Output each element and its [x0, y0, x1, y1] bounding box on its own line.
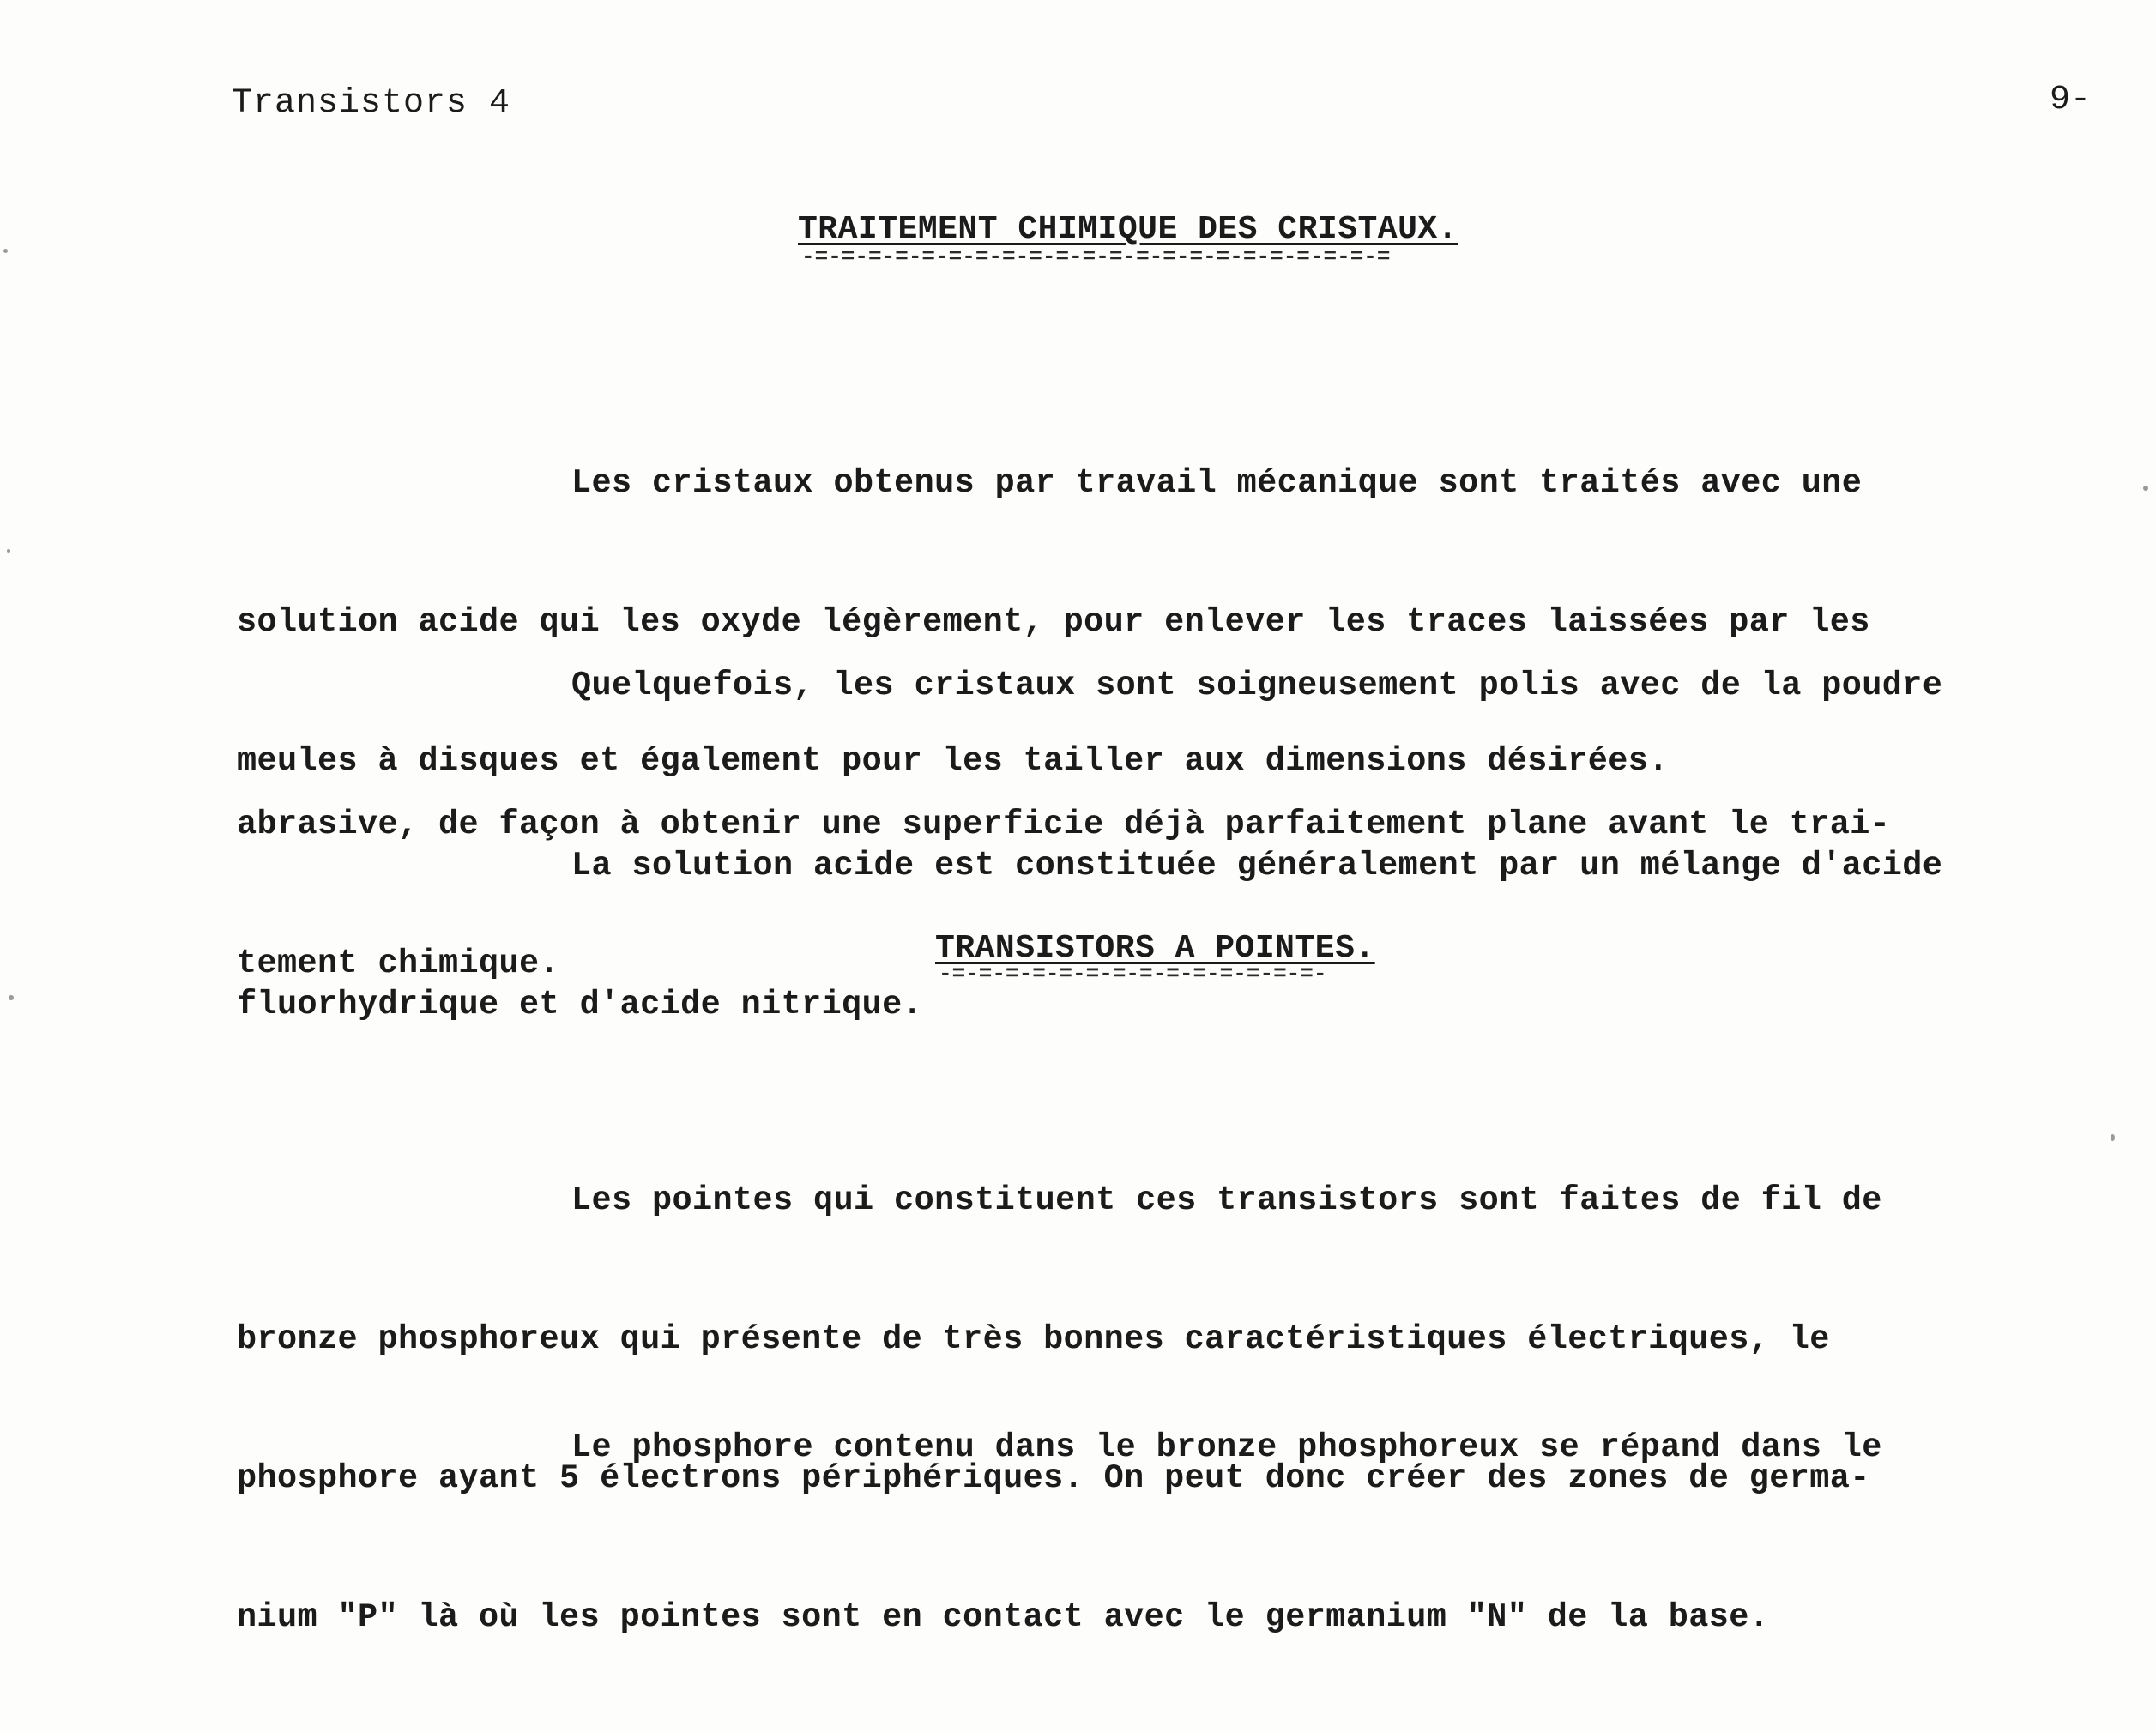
heading-decoration: -=-=-=-=-=-=-=-=-=-=-=-=-=-=-: [939, 961, 1327, 987]
paragraph-line: bronze phosphoreux qui présente de très bonnes caractéristiques électriques, le: [237, 1320, 1830, 1358]
paragraph-line: Quelquefois, les cristaux sont soigneusement polis avec de la poudre: [571, 667, 1943, 704]
paragraph-line: nium "P" là où les pointes sont en contact avec le germanium "N" de la base.: [237, 1598, 1770, 1636]
scan-speck: [3, 249, 8, 253]
paragraph-line: fluorhydrique et d'acide nitrique.: [237, 986, 923, 1023]
paragraph-line: Les pointes qui constituent ces transistors sont faites de fil de: [571, 1181, 1882, 1219]
section-heading: TRANSISTORS A POINTES.: [935, 930, 1375, 967]
paragraph-line: meules à disques et également pour les tailler aux dimensions désirées.: [237, 742, 1669, 780]
scan-speck: [9, 995, 14, 1000]
section-heading: TRAITEMENT CHIMIQUE DES CRISTAUX.: [798, 211, 1458, 248]
paragraph-line: abrasive, de façon à obtenir une superficie déjà parfaitement plane avant le trai-: [237, 806, 1891, 843]
paragraph-line: solution acide qui les oxyde légèrement, pour enlever les traces laissées par les: [237, 603, 1870, 641]
scan-speck: [2111, 1134, 2115, 1141]
paragraph: [237, 1331, 2107, 1563]
scan-speck: [2143, 486, 2148, 491]
paragraph-line: La solution acide est constituée généralement par un mélange d'acide: [571, 847, 1943, 885]
paragraph-line: tement chimique.: [237, 945, 560, 982]
scan-speck: [7, 549, 10, 553]
heading-decoration: -=-=-=-=-=-=-=-=-=-=-=-=-=-=-=-=-=-=-=-=-=-=: [801, 244, 1391, 269]
paragraph-line: Le phosphore contenu dans le bronze phosphoreux se répand dans le: [571, 1428, 1882, 1466]
paragraph-line: Les cristaux obtenus par travail mécanique sont traités avec une: [571, 464, 1863, 502]
running-header: Transistors 4: [232, 84, 511, 123]
paragraph-line: phosphore ayant 5 électrons périphériques. On peut donc créer des zones de germa-: [237, 1459, 1870, 1497]
page-number: 9-: [2049, 81, 2091, 119]
